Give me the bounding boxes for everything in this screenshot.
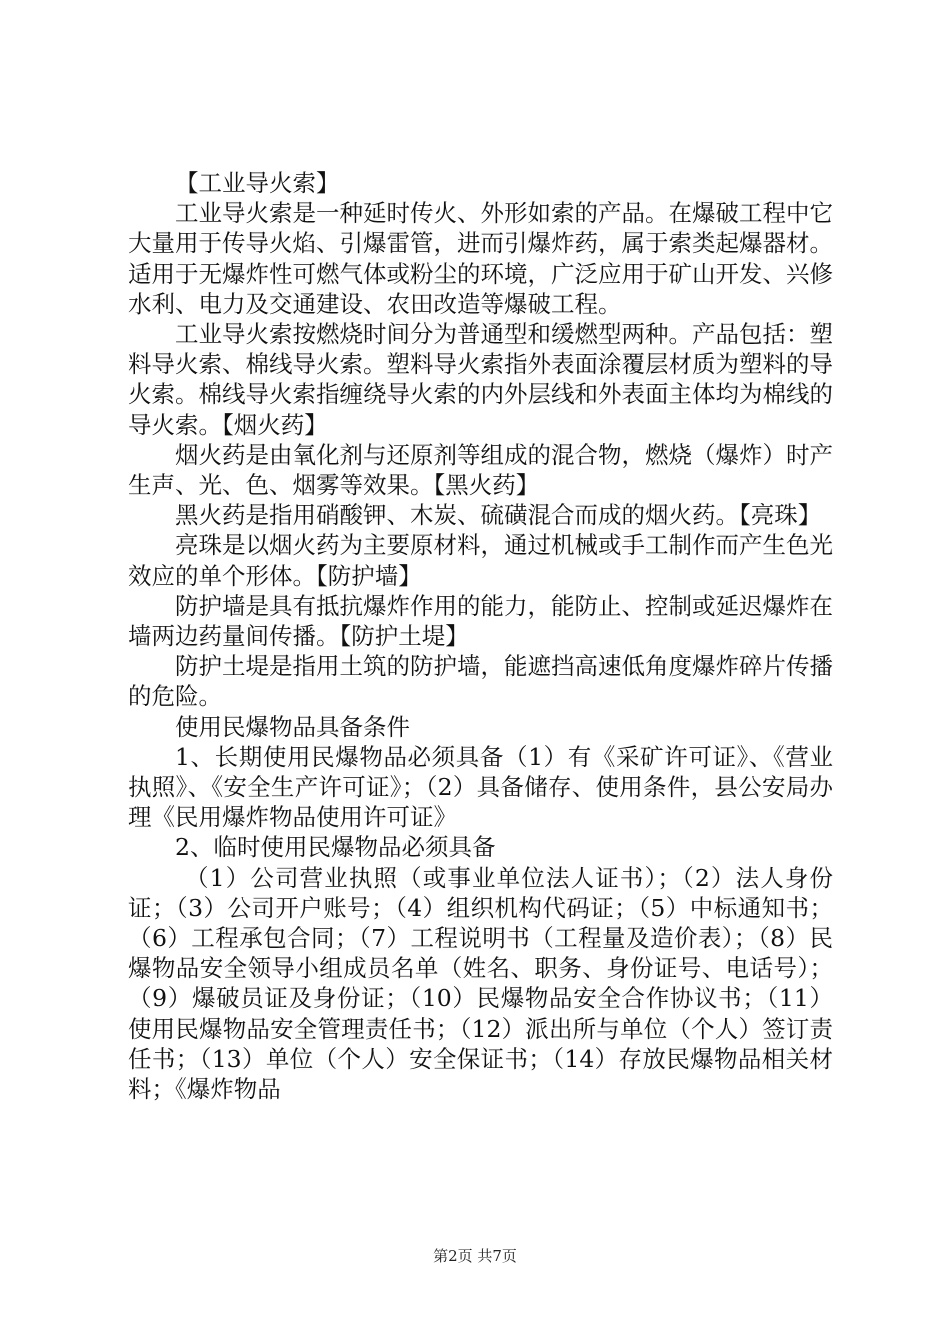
paragraph-temporary-use-list: （1）公司营业执照（或事业单位法人证书）；（2）法人身份证；（3）公司开户账号；（4）组织机构代码证；（5）中标通知书；（6）工程承包合同；（7）工程说明书（工程量及造价表）；（8）民爆物品安全领导小组成员名单（姓名、职务、身份证号、电话号）；（9）爆破员证及身份证；（10）民爆物品安全合作协议书；（11）使用民爆物品安全管理责任书；（12）派出所与单位（个人）签订责任书；（13）单位（个人）安全保证书；（14）存放民爆物品相关材料；《爆炸物品: [128, 863, 833, 1104]
paragraph-long-term-use: 1、长期使用民爆物品必须具备（1）有《采矿许可证》、《营业执照》、《安全生产许可证》；（2）具备储存、使用条件，县公安局办理《民用爆炸物品使用许可证》: [128, 742, 833, 832]
paragraph-protective-embankment: 防护土堤是指用土筑的防护墙，能遮挡高速低角度爆炸碎片传播的危险。: [128, 652, 833, 711]
paragraph-fuse-definition: 工业导火索是一种延时传火、外形如索的产品。在爆破工程中它大量用于传导火焰、引爆雷管，进而引爆炸药，属于索类起爆器材。适用于无爆炸性可燃气体或粉尘的环境，广泛应用于矿山开发、兴修水利、电力及交通建设、农田改造等爆破工程。: [128, 199, 833, 318]
paragraph-black-powder: 黑火药是指用硝酸钾、木炭、硫磺混合而成的烟火药。【亮珠】: [175, 501, 822, 530]
paragraph-pyrotechnic-composition: 烟火药是由氧化剂与还原剂等组成的混合物，燃烧（爆炸）时产生声、光、色、烟雾等效果。【黑火药】: [128, 440, 833, 500]
heading-industrial-fuse: 【工业导火索】: [175, 169, 340, 197]
paragraph-fuse-types: 工业导火索按燃烧时间分为普通型和缓燃型两种。产品包括：塑料导火索、棉线导火索。塑料导火索指外表面涂覆层材质为塑料的导火索。棉线导火索指缠绕导火索的内外层线和外表面主体均为棉线的导火索。【烟火药】: [128, 320, 833, 439]
section-heading-usage-conditions: 使用民爆物品具备条件: [175, 712, 410, 741]
paragraph-pellet: 亮珠是以烟火药为主要原材料，通过机械或手工制作而产生色光效应的单个形体。【防护墙】: [128, 531, 833, 590]
page-number-footer: 第2页 共7页: [433, 1247, 517, 1265]
document-body: [128, 168, 833, 1104]
paragraph-temporary-use-heading: 2、临时使用民爆物品必须具备: [175, 833, 496, 862]
paragraph-protective-wall: 防护墙是具有抵抗爆炸作用的能力，能防止、控制或延迟爆炸在墙两边药量间传播。【防护土堤】: [128, 591, 833, 651]
